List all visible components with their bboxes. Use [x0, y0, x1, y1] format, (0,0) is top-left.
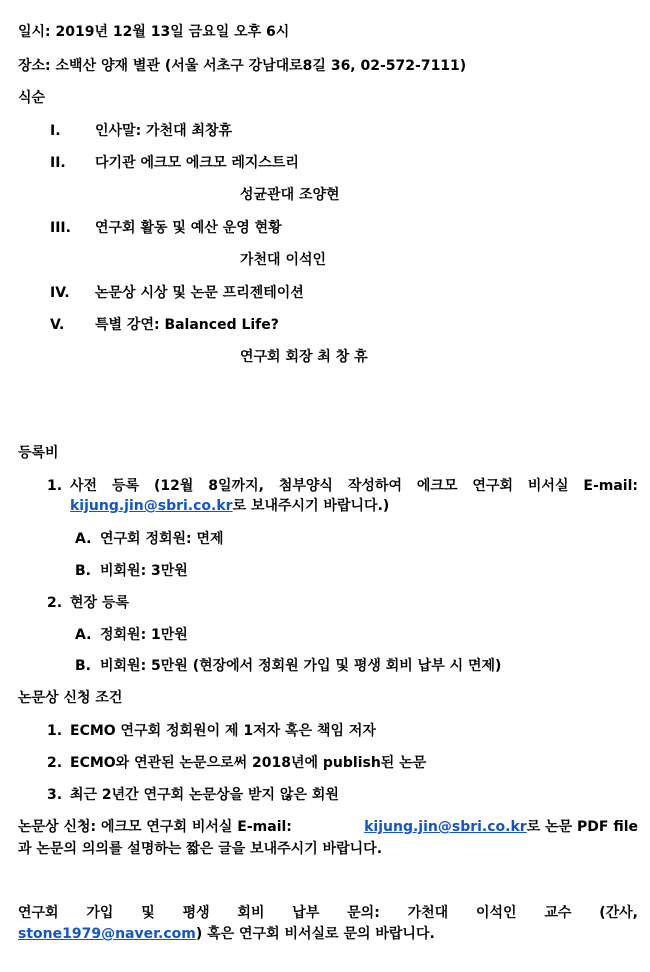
- ceremony-speaker: 연구회 회장 최 창 휴: [240, 349, 368, 365]
- place-value: 소백산 양재 별관 (서울 서초구 강남대로8길 36, 02-572-7111): [55, 58, 467, 74]
- place-label: 장소:: [18, 58, 51, 74]
- contact-line1: 연구회 가입 및 평생 회비 납부 문의: 가천대 이석인 교수 (간사,: [18, 905, 638, 921]
- ceremony-item-num: V.: [50, 317, 65, 333]
- award-item-num: 3.: [47, 787, 63, 803]
- secretary-email-link[interactable]: kijung.jin@sbri.co.kr: [70, 498, 233, 514]
- award-item-num: 1.: [47, 723, 63, 739]
- fee-item-num: 1.: [47, 478, 63, 494]
- ceremony-item-num: III.: [50, 220, 71, 236]
- ceremony-item-text: 특별 강연: Balanced Life?: [95, 317, 279, 333]
- award-item-text: ECMO 연구회 정회원이 제 1저자 혹은 책임 저자: [70, 723, 376, 739]
- award-item-text: ECMO와 연관된 논문으로써 2018년에 publish된 논문: [70, 755, 427, 771]
- ceremony-heading: 식순: [18, 90, 46, 106]
- date-line: [18, 23, 289, 41]
- fee-item1-line2-rest: 로 보내주시기 바랍니다.): [232, 498, 390, 514]
- contact-line2: [18, 925, 435, 943]
- fee-heading: 등록비: [18, 445, 59, 461]
- ceremony-item-num: I.: [50, 123, 61, 139]
- ceremony-speaker: 성균관대 조양현: [240, 187, 340, 203]
- award-apply-line2: 과 논문의 의의를 설명하는 짧은 글을 보내주시기 바랍니다.: [18, 841, 383, 857]
- date-label: 일시:: [18, 24, 51, 40]
- ceremony-item-text: 연구회 활동 및 예산 운영 현황: [95, 220, 282, 236]
- fee-sub-text: 정회원: 1만원: [100, 627, 188, 643]
- award-email-link[interactable]: kijung.jin@sbri.co.kr: [364, 819, 527, 835]
- ceremony-item-num: IV.: [50, 285, 70, 301]
- ceremony-item-text: 인사말: 가천대 최창휴: [95, 123, 233, 139]
- fee-sub-text: 비회원: 5만원 (현장에서 정회원 가입 및 평생 회비 납부 시 면제): [100, 658, 502, 674]
- fee-sub-num: B.: [75, 563, 91, 579]
- contact-email-link[interactable]: stone1979@naver.com: [18, 926, 196, 942]
- award-heading: 논문상 신청 조건: [18, 690, 123, 706]
- place-line: [18, 57, 466, 75]
- fee-sub-num: A.: [75, 531, 92, 547]
- fee-sub-num: B.: [75, 658, 91, 674]
- ceremony-item-text: 논문상 시상 및 논문 프리젠테이션: [95, 285, 304, 301]
- award-apply-line1: [18, 818, 638, 836]
- fee-sub-num: A.: [75, 627, 92, 643]
- date-value: 2019년 12월 13일 금요일 오후 6시: [55, 24, 290, 40]
- fee-item2-text: 현장 등록: [70, 595, 129, 611]
- ceremony-item-text: 다기관 에크모 에크모 레지스트리: [95, 155, 299, 171]
- fee-item-num: 2.: [47, 595, 63, 611]
- fee-item1-line1: 사전 등록 (12월 8일까지, 첨부양식 작성하여 에크모 연구회 비서실 E-mail:: [70, 478, 638, 494]
- fee-sub-text: 비회원: 3만원: [100, 563, 188, 579]
- ceremony-item-num: II.: [50, 155, 66, 171]
- fee-sub-text: 연구회 정회원: 면제: [100, 531, 224, 547]
- fee-item1-line2: [70, 497, 389, 515]
- award-apply-suffix: 로 논문 PDF file: [526, 819, 638, 835]
- ceremony-speaker: 가천대 이석인: [240, 252, 327, 268]
- award-item-num: 2.: [47, 755, 63, 771]
- contact-line2-rest: ) 혹은 연구회 비서실로 문의 바랍니다.: [195, 926, 435, 942]
- award-apply-prefix: 논문상 신청: 에크모 연구회 비서실 E-mail:: [18, 819, 292, 835]
- award-item-text: 최근 2년간 연구회 논문상을 받지 않은 회원: [70, 787, 339, 803]
